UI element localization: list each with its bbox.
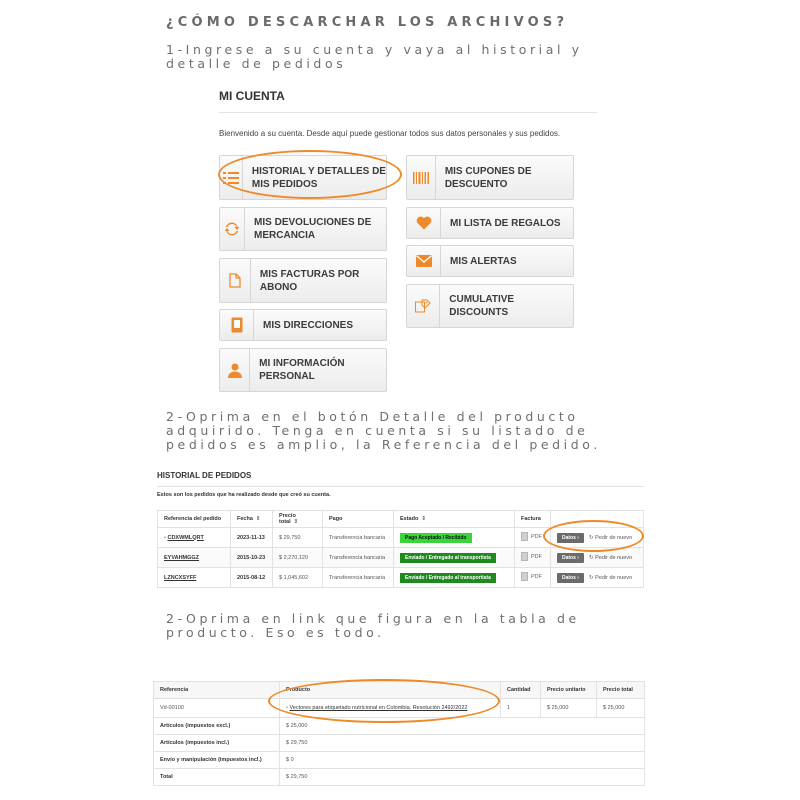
actions-cell [551,568,644,588]
cumulative-discounts-label: CUMULATIVE DISCOUNTS [449,294,515,318]
order-total: $ 1,045,602 [273,568,323,588]
column-header [551,511,644,528]
status-badge: Enviado / Entregado al transportista [400,573,496,583]
pdf-icon [521,552,528,561]
order-history-label: HISTORIAL Y DETALLES DE MIS PEDIDOS [251,165,386,190]
summary-value: $ 29,750 [280,769,645,786]
actions-cell [551,548,644,568]
orders-title: HISTORIAL DE PEDIDOS [157,471,252,480]
gift-icon: ▪ [164,534,166,541]
order-reference-cell [158,528,231,548]
invoice-cell [515,528,551,548]
column-header [158,511,231,528]
wishlist-button[interactable] [406,207,574,239]
order-total: $ 2,270,120 [273,548,323,568]
product-unit-price: $ 25,000 [541,699,597,718]
barcode-icon [407,156,436,199]
pdf-link[interactable] [521,572,542,581]
orders-table [157,510,644,588]
divider [157,486,644,487]
pdf-link[interactable] [521,552,542,561]
account-title: MI CUENTA [219,89,285,103]
discount-icon [407,285,440,327]
column-header-label: Precio total [279,513,296,525]
column-header-label: Pago [329,516,343,522]
table-row [158,528,644,548]
details-button[interactable]: Datos › [557,553,584,563]
reorder-link[interactable]: ↻ Pedir de nuevo [588,554,633,561]
summary-value: $ 29,750 [280,735,645,752]
sort-icon[interactable]: ⇕ [255,516,261,522]
table-row [154,699,645,718]
reorder-label: Pedir de nuevo [595,574,633,581]
orders-subtitle: Estos son los pedidos que ha realizado desde que creó su cuenta. [157,492,331,498]
summary-row [154,769,645,786]
reorder-label: Pedir de nuevo [595,534,633,541]
summary-value: $ 0 [280,752,645,769]
details-button[interactable]: Datos › [557,573,584,583]
column-header[interactable] [394,511,515,528]
order-reference-cell [158,548,231,568]
status-badge: Enviado / Entregado al transportista [400,553,496,563]
column-header[interactable] [231,511,273,528]
summary-row [154,752,645,769]
column-header: Producto [280,682,501,699]
reorder-link[interactable]: ↻ Pedir de nuevo [588,534,633,541]
details-button[interactable]: Datos › [557,533,584,543]
reorder-link[interactable]: ↻ Pedir de nuevo [588,574,633,581]
product-cell [280,699,501,718]
heart-icon [407,208,441,238]
alerts-label: MIS ALERTAS [450,255,517,267]
order-status-cell [394,568,515,588]
column-header [323,511,394,528]
column-header: Precio unitario [541,682,597,699]
product-reference: Vd-00100 [154,699,280,718]
wishlist-label: MI LISTA DE REGALOS [450,217,561,229]
document-icon [220,259,251,302]
summary-label: Artículos (impuestos incl.) [154,735,280,752]
pdf-label: PDF [531,573,542,580]
refresh-icon [220,208,245,250]
cumulative-discounts-button[interactable] [406,284,574,328]
download-icon: ▪ [286,705,288,711]
pdf-icon [521,532,528,541]
column-header: Cantidad [501,682,541,699]
user-icon [220,349,250,391]
order-total: $ 29,750 [273,528,323,548]
step-1-instruction: 1-Ingrese a su cuenta y vaya al historial y detalle de pedidos [166,42,583,71]
table-row [158,568,644,588]
column-header [515,511,551,528]
returns-button[interactable] [219,207,387,251]
account-welcome-text: Bienvenido a su cuenta. Desde aquí puede gestionar todos sus datos personales y sus pedidos. [219,129,561,138]
personal-info-label: MI INFORMACIÓN PERSONAL [259,358,345,382]
product-table [153,681,645,786]
summary-row [154,718,645,735]
column-header-label: Factura [521,516,541,522]
sort-icon[interactable]: ⇕ [421,516,426,522]
summary-label: Total [154,769,280,786]
pdf-link[interactable] [521,532,542,541]
step-3-instruction: 2-Oprima en link que figura en la tabla de producto. Eso es todo. [166,611,580,640]
product-quantity: 1 [501,699,541,718]
pdf-icon [521,572,528,581]
pdf-label: PDF [531,533,542,540]
order-date: 2015-08-12 [231,568,273,588]
status-badge: Pago Aceptado / Recibido [400,533,472,543]
summary-row [154,735,645,752]
sort-icon[interactable]: ⇕ [293,519,299,525]
pdf-label: PDF [531,553,542,560]
invoice-cell [515,548,551,568]
column-header: Referencia [154,682,280,699]
order-date: 2015-10-23 [231,548,273,568]
table-row [158,548,644,568]
order-status-cell [394,528,515,548]
credit-slips-label: MIS FACTURAS POR ABONO [259,268,360,293]
addresses-button[interactable] [219,309,387,341]
personal-info-button[interactable] [219,348,387,392]
order-reference-cell [158,568,231,588]
table-header-row [158,511,644,528]
order-history-button[interactable] [219,155,387,200]
summary-value: $ 25,000 [280,718,645,735]
actions-cell [551,528,644,548]
summary-label: Envío y manipulación (impuestos incl.) [154,752,280,769]
invoice-cell [515,568,551,588]
order-payment: Transferencia bancaria [323,568,394,588]
column-header[interactable] [273,511,323,528]
details-label: Datos [562,534,576,541]
step-2-instruction: 2-Oprima en el botón Detalle del producto adquirido. Tenga en cuenta si su listado de pedidos es amplio, la Referencia del pedido. [166,409,601,452]
alerts-button[interactable] [406,245,574,277]
column-header-label: Fecha [237,516,253,522]
column-header: Precio total [597,682,645,699]
addresses-label: MIS DIRECCIONES [263,319,354,331]
list-icon [220,156,243,199]
order-payment: Transferencia bancaria [323,528,394,548]
returns-label: MIS DEVOLUCIONES DE MERCANCIA [254,217,372,241]
order-status-cell [394,548,515,568]
vouchers-button[interactable] [406,155,574,200]
order-reference-link[interactable]: CDXWMLQRT [167,534,204,541]
column-header-label: Referencia del pedido [164,516,222,522]
reorder-label: Pedir de nuevo [595,554,633,561]
divider [219,112,597,113]
column-header-label: Estado [400,516,419,522]
order-date: 2023-11-13 [231,528,273,548]
envelope-icon [407,246,441,276]
details-label: Datos [562,554,576,561]
product-total-price: $ 25,000 [597,699,645,718]
details-label: Datos [562,574,576,581]
order-reference-link[interactable]: LZNCXSYFF [164,574,197,581]
credit-slips-button[interactable] [219,258,387,303]
order-reference-link[interactable]: EYVAHMGGZ [164,554,200,561]
order-payment: Transferencia bancaria [323,548,394,568]
product-download-link[interactable]: Vectores para etiquetado nutricional en Colombia. Resolución 2492/2022 [289,705,468,711]
table-header-row [154,682,645,699]
summary-label: Artículos (impuestos excl.) [154,718,280,735]
building-icon [220,310,254,340]
vouchers-label: MIS CUPONES DE DESCUENTO [444,165,532,190]
page-title: ¿CÓMO DESCARCHAR LOS ARCHIVOS? [166,15,569,30]
